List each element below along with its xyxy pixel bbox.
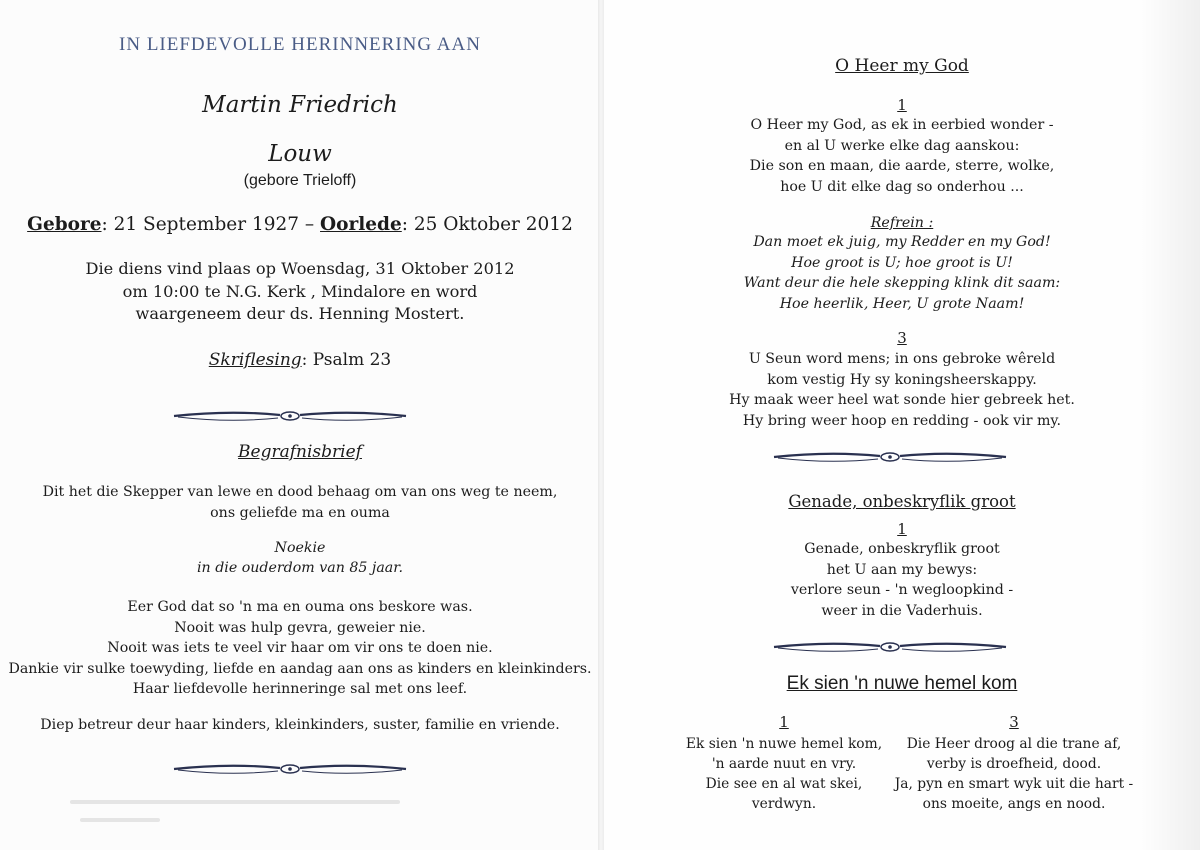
service-line: om 10:00 te N.G. Kerk , Mindalore en word (122, 281, 478, 301)
hymn3-verse3 (884, 712, 1144, 814)
hymn1-verse3 (604, 349, 1200, 431)
ornament-divider (170, 760, 410, 778)
born-label: Gebore (27, 214, 102, 235)
verse-line: ons moeite, angs en nood. (922, 795, 1106, 812)
verse-line: Die son en maan, die aarde, sterre, wolke, (749, 158, 1055, 175)
verse-line: O Heer my God, as ek in eerbied wonder - (750, 117, 1054, 133)
age-line: in die ouderdom van 85 jaar. (197, 560, 403, 576)
refrain-line: Want deur die hele skepping klink dit saam: (743, 275, 1061, 292)
verse-line: Hy maak weer heel wat sonde hier gebreek het. (729, 392, 1075, 409)
hymn2-verse1-number: 1 (897, 520, 907, 538)
ornament-divider (170, 407, 410, 425)
memorial-header: IN LIEFDEVOLLE HERINNERING AAN (119, 34, 481, 55)
tribute-line: Haar liefdevolle herinneringe sal met ons leef. (132, 681, 468, 698)
verse-line: het U aan my bewys: (826, 561, 978, 578)
verse-line: verby is droefheid, dood. (926, 755, 1102, 772)
reading-value: : Psalm 23 (301, 350, 392, 370)
hymn1-verse1-number: 1 (897, 96, 907, 114)
hymn3-verse3-number: 3 (1009, 713, 1019, 731)
verse-line: kom vestig Hy sy koningsheerskappy. (767, 371, 1037, 388)
deceased-nickname: Noekie (274, 540, 326, 556)
verse-line: Die see en al wat skei, (705, 775, 863, 792)
hymn1-title: O Heer my God (835, 56, 969, 76)
refrain-line: Hoe heerlik, Heer, U grote Naam! (779, 295, 1025, 312)
intro-line: ons geliefde ma en ouma (210, 504, 390, 521)
verse-line: 'n aarde nuut en vry. (711, 755, 857, 772)
funeral-intro (0, 482, 600, 523)
funeral-heading: Begrafnisbrief (238, 442, 362, 462)
hymn1-verse3-number: 3 (897, 329, 907, 347)
ornament-divider (770, 638, 1010, 656)
dates-line (0, 214, 600, 235)
reading-label: Skriflesing (208, 350, 302, 370)
birth-name: (gebore Trieloff) (243, 172, 357, 189)
service-line: Die diens vind plaas op Woensdag, 31 Oktober 2012 (85, 259, 515, 278)
verse-line: Ja, pyn en smart wyk uit die hart - (894, 775, 1134, 792)
hymn1-verse1 (604, 115, 1200, 197)
service-line: waargeneem deur ds. Henning Mostert. (135, 304, 465, 324)
refrain-line: Dan moet ek juig, my Redder en my God! (753, 234, 1051, 250)
verse-line: verdwyn. (751, 795, 817, 812)
hymn3-title: Ek sien 'n nuwe hemel kom (786, 673, 1018, 694)
born-date: : 21 September 1927 – (101, 214, 321, 235)
died-date: : 25 Oktober 2012 (401, 214, 573, 235)
tribute-line: Nooit was iets te veel vir haar om vir ons te doen nie. (107, 640, 493, 657)
name-line-1: Martin Friedrich (202, 92, 398, 118)
refrain-line: Hoe groot is U; hoe groot is U! (791, 254, 1013, 271)
verse-line: Genade, onbeskryflik groot (804, 541, 1000, 557)
died-label: Oorlede (320, 214, 402, 235)
refrain-label: Refrein : (870, 215, 934, 231)
mourners-line: Diep betreur deur haar kinders, kleinkinders, suster, familie en vriende. (40, 717, 560, 733)
tribute-line: Eer God dat so 'n ma en ouma ons beskore was. (127, 599, 473, 615)
verse-line: hoe U dit elke dag so onderhou ... (780, 178, 1024, 195)
hymn2-title: Genade, onbeskryflik groot (788, 492, 1016, 511)
intro-line: Dit het die Skepper van lewe en dood behaag om van ons weg te neem, (42, 484, 558, 500)
ornament-divider (770, 448, 1010, 466)
refrain (604, 232, 1200, 314)
verse-line: U Seun word mens; in ons gebroke wêreld (748, 351, 1056, 367)
verse-line: Die Heer droog al die trane af, (906, 735, 1122, 752)
hymn2-verse1 (604, 539, 1200, 621)
tribute-text (0, 597, 600, 700)
verse-line: weer in die Vaderhuis. (821, 602, 983, 619)
tribute-line: Dankie vir sulke toewyding, liefde en aandag aan ons as kinders en kleinkinders. (8, 660, 592, 677)
bleed-through-mark (70, 800, 400, 804)
verse-line: en al U werke elke dag aanskou: (784, 137, 1020, 154)
bleed-through-mark (80, 818, 160, 822)
scripture-reading (0, 350, 600, 370)
hymn3-verse1-number: 1 (779, 713, 789, 731)
verse-line: Ek sien 'n nuwe hemel kom, (685, 735, 883, 752)
hymn3-verse1 (654, 712, 914, 814)
service-info (0, 258, 600, 326)
verse-line: verlore seun - 'n wegloopkind - (790, 582, 1014, 599)
right-page (604, 0, 1200, 850)
name-line-2: Louw (268, 141, 332, 167)
tribute-line: Nooit was hulp gevra, geweier nie. (174, 619, 426, 636)
verse-line: Hy bring weer hoop en redding - ook vir my. (742, 412, 1062, 429)
